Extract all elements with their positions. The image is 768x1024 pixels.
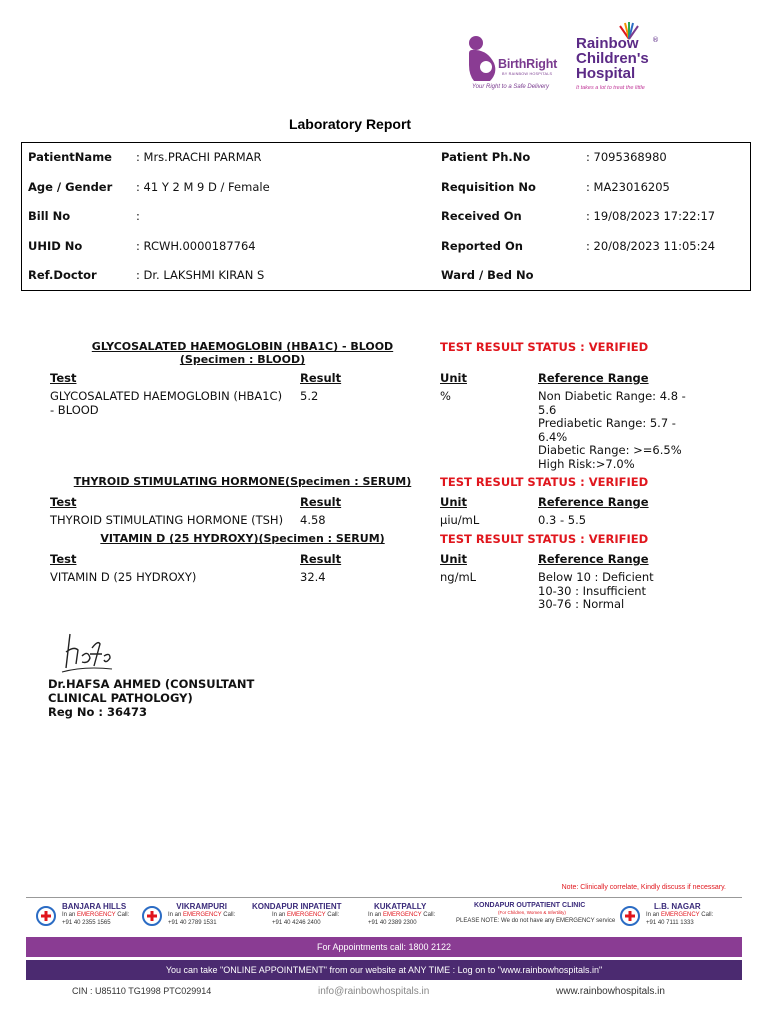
branch-text: In an — [168, 912, 184, 918]
section-tsh-title: THYROID STIMULATING HORMONE(Specimen : SERUM) — [73, 475, 412, 488]
emergency-emblem-icon — [36, 906, 56, 926]
signatory-reg-no: Reg No : 36473 — [48, 705, 148, 719]
hba1c-test-name — [50, 390, 282, 417]
range-line: Diabetic Range: >=6.5% — [538, 443, 682, 457]
signatory-name: Dr.HAFSA AHMED (CONSULTANT — [48, 677, 255, 691]
range-line: Below 10 : Deficient — [538, 570, 654, 584]
emergency-emblem-icon — [620, 906, 640, 926]
birthright-mother-icon — [466, 35, 500, 83]
cin-number: CIN : U85110 TG1998 PTC029914 — [72, 986, 212, 996]
col-unit-header: Unit — [440, 495, 467, 509]
branch-name: BANJARA HILLS — [62, 902, 127, 911]
age-gender-label: Age / Gender — [28, 180, 113, 194]
ward-bed-label: Ward / Bed No — [441, 268, 534, 282]
col-test-header: Test — [50, 552, 77, 566]
signatory-designation: CLINICAL PATHOLOGY) — [48, 691, 193, 705]
email-link[interactable]: info@rainbowhospitals.in — [318, 986, 430, 997]
branch-text: Call: — [699, 912, 714, 918]
section-vitd-status: TEST RESULT STATUS : VERIFIED — [440, 532, 649, 546]
received-value: : 19/08/2023 17:22:17 — [586, 209, 716, 223]
branch-text: Call: — [115, 912, 130, 918]
branch-emergency: EMERGENCY — [287, 912, 326, 918]
ref-doctor-value: : Dr. LAKSHMI KIRAN S — [136, 268, 265, 282]
tsh-unit: µiu/mL — [440, 513, 480, 527]
range-line: 30-76 : Normal — [538, 597, 625, 611]
birthright-name: BirthRight — [498, 57, 558, 71]
rainbow-name-line3: Hospital — [576, 65, 636, 82]
branch-phone: +91 40 4246 2400 — [272, 920, 321, 926]
section-hba1c-title: GLYCOSALATED HAEMOGLOBIN (HBA1C) - BLOOD (Specimen : BLOOD) — [91, 340, 394, 366]
branch-phone: +91 40 7111 1333 — [646, 920, 694, 926]
vitd-result: 32.4 — [300, 570, 326, 584]
branch-kondapur-inpatient — [252, 902, 341, 927]
section-tsh-status: TEST RESULT STATUS : VERIFIED — [440, 475, 649, 489]
branch-text: Call: — [421, 912, 436, 918]
age-gender-value: : 41 Y 2 M 9 D / Female — [136, 180, 270, 194]
branch-lb-nagar — [646, 902, 713, 927]
branch-kondapur-outpatient — [456, 902, 615, 925]
bill-no-value: : — [136, 209, 140, 223]
branch-note: PLEASE NOTE: We do not have any EMERGENCY service — [456, 918, 616, 924]
branch-strip — [26, 897, 742, 937]
branch-name: L.B. NAGAR — [654, 902, 701, 911]
branch-text: Call: — [325, 912, 340, 918]
doctor-signature — [48, 622, 118, 678]
col-result-header: Result — [300, 371, 342, 385]
received-label: Received On — [441, 209, 522, 223]
col-result-header: Result — [300, 495, 342, 509]
online-appointment-band: You can take "ONLINE APPOINTMENT" from our website at ANY TIME : Log on to "www.rainbowhospitals.in" — [26, 960, 742, 980]
rainbow-name-line1: Rainbow — [576, 35, 639, 52]
branch-phone: +91 40 2389 2300 — [368, 920, 417, 926]
col-test-header: Test — [50, 371, 77, 385]
tsh-reference-range: 0.3 - 5.5 — [538, 513, 587, 527]
hba1c-result: 5.2 — [300, 389, 319, 403]
branch-text: In an — [368, 912, 384, 918]
col-range-header: Reference Range — [538, 552, 649, 566]
branch-phone: +91 40 2789 1531 — [168, 920, 217, 926]
bill-no-label: Bill No — [28, 209, 71, 223]
branch-text: Call: — [221, 912, 236, 918]
ref-doctor-label: Ref.Doctor — [28, 268, 97, 282]
col-unit-header: Unit — [440, 371, 467, 385]
reported-value: : 20/08/2023 11:05:24 — [586, 239, 716, 253]
branch-text: In an — [646, 912, 662, 918]
patient-info-box — [21, 142, 751, 291]
branch-emergency: EMERGENCY — [661, 912, 700, 918]
rainbow-name-line2: Children's — [576, 50, 649, 67]
appointments-band: For Appointments call: 1800 2122 — [26, 937, 742, 957]
patient-phone-value: : 7095368980 — [586, 150, 667, 164]
branch-text: In an — [62, 912, 78, 918]
branch-banjara-hills — [62, 902, 129, 927]
rainbow-tagline: It takes a lot to treat the little — [576, 85, 645, 91]
range-line: Non Diabetic Range: 4.8 - — [538, 389, 686, 403]
branch-phone: +91 40 2355 1565 — [62, 920, 111, 926]
section-vitd-title: VITAMIN D (25 HYDROXY)(Specimen : SERUM) — [100, 532, 385, 545]
branch-name: KUKATPALLY — [374, 902, 427, 911]
section-hba1c-status: TEST RESULT STATUS : VERIFIED — [440, 340, 649, 354]
requisition-label: Requisition No — [441, 180, 536, 194]
range-line: 5.6 — [538, 402, 557, 417]
requisition-value: : MA23016205 — [586, 180, 670, 194]
col-range-header: Reference Range — [538, 495, 649, 509]
branch-kukatpally — [368, 902, 435, 927]
hba1c-reference-range — [538, 390, 686, 471]
vitd-test-name: VITAMIN D (25 HYDROXY) — [50, 570, 197, 584]
uhid-value: : RCWH.0000187764 — [136, 239, 256, 253]
birthright-logo — [466, 33, 574, 95]
branch-name: KONDAPUR OUTPATIENT CLINIC — [474, 902, 586, 909]
hba1c-test-line1: GLYCOSALATED HAEMOGLOBIN (HBA1C) — [50, 389, 283, 403]
rainbow-hospital-name — [576, 36, 649, 81]
branch-specialty: (For Children, Women & Infertility) — [498, 910, 566, 915]
col-test-header: Test — [50, 495, 77, 509]
tsh-test-name: THYROID STIMULATING HORMONE (TSH) — [50, 513, 284, 527]
hba1c-unit: % — [440, 389, 451, 403]
patient-phone-label: Patient Ph.No — [441, 150, 531, 164]
branch-emergency: EMERGENCY — [183, 912, 222, 918]
range-line: 10-30 : Insufficient — [538, 583, 647, 598]
col-range-header: Reference Range — [538, 371, 649, 385]
branch-emergency: EMERGENCY — [77, 912, 116, 918]
registered-mark: ® — [652, 36, 659, 44]
hba1c-test-line2: - BLOOD — [50, 402, 99, 417]
range-line: 6.4% — [538, 429, 568, 444]
emergency-emblem-icon — [142, 906, 162, 926]
uhid-label: UHID No — [28, 239, 83, 253]
branch-vikrampuri — [168, 902, 235, 927]
signatory-block — [48, 677, 288, 719]
patient-name-label: PatientName — [28, 150, 112, 164]
range-line: Prediabetic Range: 5.7 - — [538, 416, 676, 430]
report-title: Laboratory Report — [288, 116, 412, 132]
birthright-sub: BY RAINBOW HOSPITALS — [502, 72, 553, 76]
tsh-result: 4.58 — [300, 513, 326, 527]
branch-emergency: EMERGENCY — [383, 912, 422, 918]
vitd-reference-range — [538, 571, 654, 612]
col-result-header: Result — [300, 552, 342, 566]
branch-text: In an — [272, 912, 288, 918]
range-line: High Risk:>7.0% — [538, 456, 635, 471]
rainbow-logo — [576, 22, 676, 94]
branch-name: VIKRAMPURI — [176, 902, 227, 911]
reported-label: Reported On — [441, 239, 523, 253]
website-link[interactable]: www.rainbowhospitals.in — [556, 986, 665, 997]
clinical-note: Note: Clinically correlate, Kindly discuss if necessary. — [561, 884, 726, 891]
vitd-unit: ng/mL — [440, 570, 477, 584]
patient-name-value: : Mrs.PRACHI PARMAR — [136, 150, 262, 164]
birthright-tagline: Your Right to a Safe Delivery — [472, 84, 550, 90]
branch-name: KONDAPUR INPATIENT — [252, 902, 342, 911]
col-unit-header: Unit — [440, 552, 467, 566]
